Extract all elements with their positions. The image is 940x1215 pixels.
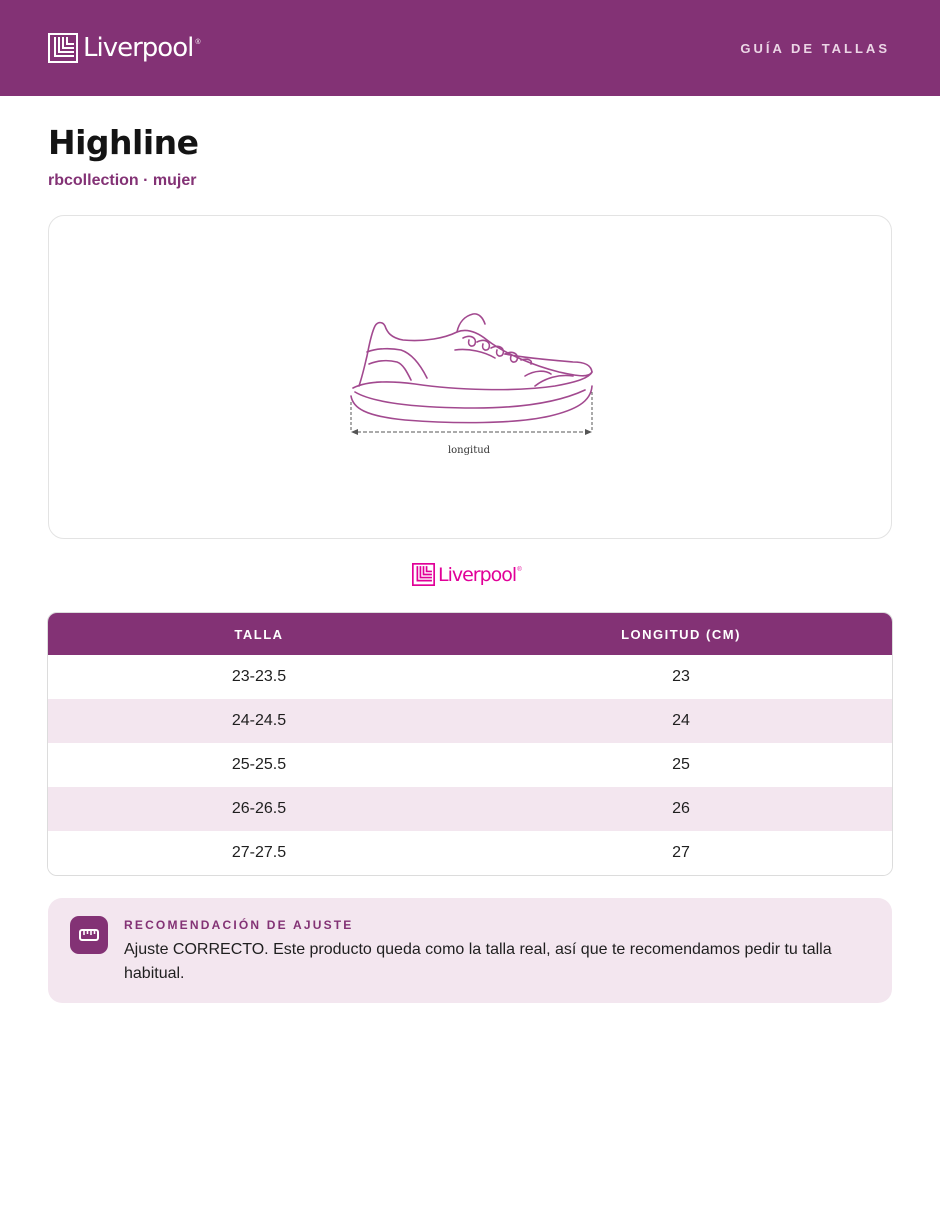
product-subtitle bbox=[48, 172, 197, 190]
fit-recommendation-heading: RECOMENDACIÓN DE AJUSTE bbox=[124, 918, 354, 932]
fit-recommendation-box bbox=[48, 898, 892, 1003]
logo-registered-mark: ® bbox=[195, 39, 201, 46]
table-row bbox=[48, 831, 892, 875]
product-brand: rbcollection bbox=[48, 172, 139, 189]
cell-size: 25-25.5 bbox=[231, 756, 287, 773]
table-header bbox=[48, 613, 892, 655]
cell-length: 23 bbox=[672, 668, 690, 685]
brand-logo bbox=[412, 563, 522, 586]
product-title: Highline bbox=[48, 123, 199, 162]
length-measure-label: longitud bbox=[447, 445, 491, 456]
column-header-length: LONGITUD (CM) bbox=[621, 626, 741, 642]
header bbox=[0, 0, 940, 96]
liverpool-logo[interactable] bbox=[48, 33, 201, 63]
table-row bbox=[48, 787, 892, 831]
cell-length: 25 bbox=[672, 756, 690, 773]
table-row bbox=[48, 743, 892, 787]
table-row bbox=[48, 699, 892, 743]
cell-size: 23-23.5 bbox=[231, 668, 287, 685]
brand-logo-text: Liverpool bbox=[438, 563, 517, 586]
brand-logo-registered-mark: ® bbox=[517, 567, 522, 573]
cell-size: 26-26.5 bbox=[231, 800, 287, 817]
table-body bbox=[48, 655, 892, 875]
measurement-illustration-card bbox=[48, 215, 892, 539]
nav-size-guide-link[interactable]: GUÍA DE TALLAS bbox=[740, 40, 890, 56]
cell-length: 27 bbox=[672, 844, 690, 861]
liverpool-logo-icon bbox=[412, 563, 435, 586]
liverpool-logo-icon bbox=[48, 33, 78, 63]
ruler-icon bbox=[70, 916, 108, 954]
cell-size: 27-27.5 bbox=[231, 844, 287, 861]
column-header-size: TALLA bbox=[234, 626, 284, 642]
cell-length: 26 bbox=[672, 800, 690, 817]
table-row bbox=[48, 655, 892, 699]
size-table bbox=[47, 612, 893, 876]
cell-size: 24-24.5 bbox=[231, 712, 287, 729]
fit-recommendation-text: Ajuste CORRECTO. Este producto queda como la talla real, así que te recomendamos pedir tu talla habitual. bbox=[124, 941, 832, 982]
logo-text: Liverpool bbox=[83, 33, 194, 63]
product-gender: mujer bbox=[152, 172, 197, 189]
cell-length: 24 bbox=[672, 712, 690, 729]
subtitle-separator: · bbox=[143, 172, 149, 189]
shoe-illustration-icon bbox=[345, 308, 595, 448]
